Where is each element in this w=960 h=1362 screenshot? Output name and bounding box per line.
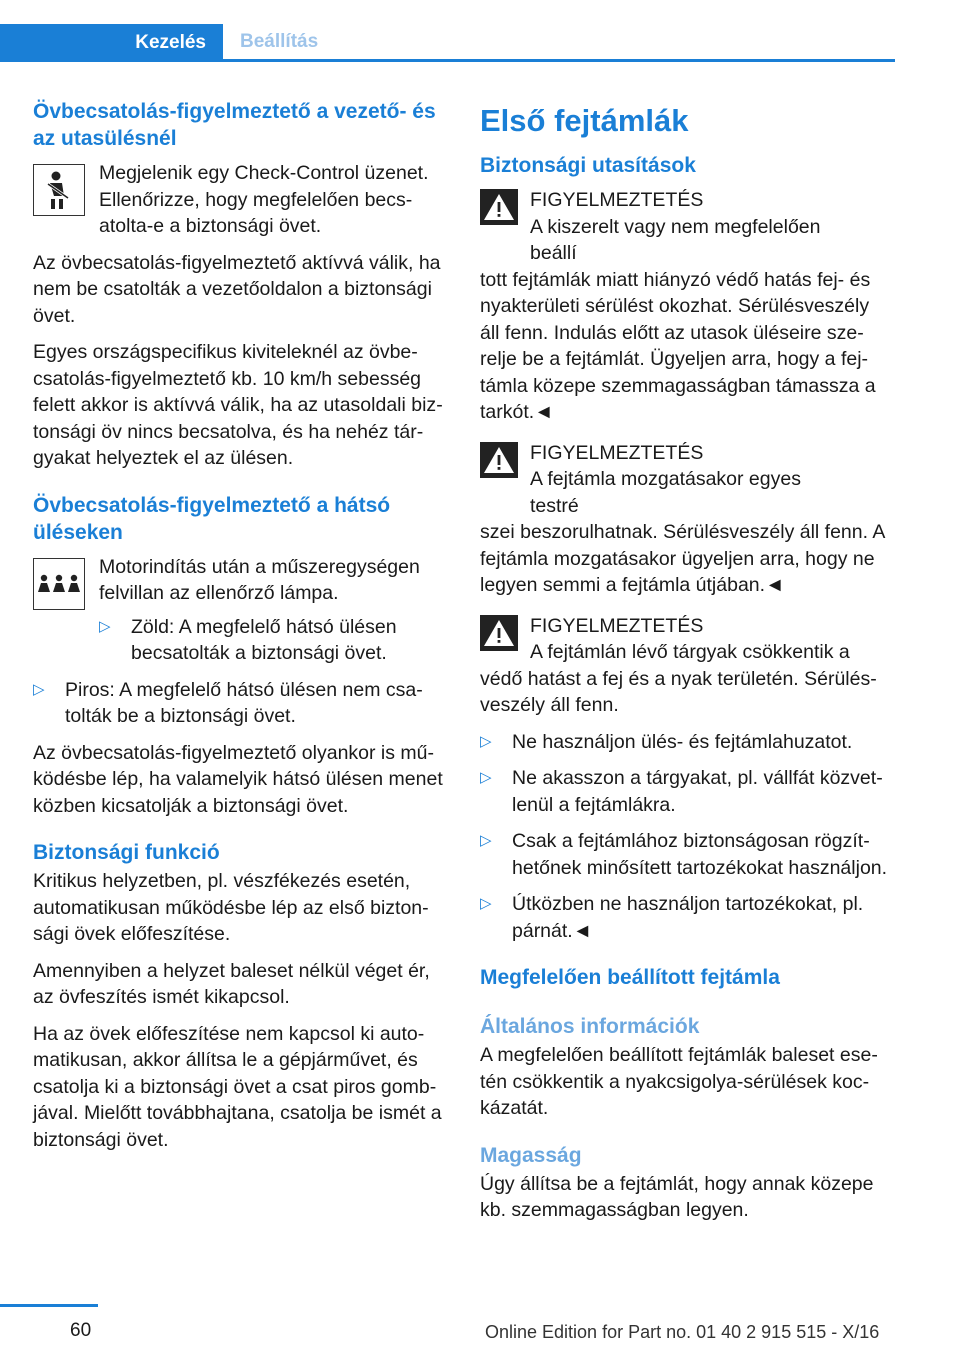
paragraph: Kritikus helyzetben, pl. vészfékezés esetén, automatikusan működésbe lép az első biztonsági övek előfeszítése. — [33, 870, 429, 945]
warning-text: A fejtámlán lévő tárgyak csökkentik a — [530, 641, 850, 663]
heading-correct-headrest: Megfelelően beállított fejtámla — [480, 966, 780, 989]
list-item — [480, 891, 894, 944]
warning-block — [480, 440, 894, 599]
triangle-bullet-icon: ▷ — [480, 732, 492, 750]
heading-rear-seatbelt-reminder: Övbecsatolás-figyelmeztető a hátsó üléseken — [33, 493, 391, 544]
warning-text: védő hatást a fej és a nyak területén. Sérülésveszély áll fenn. — [480, 667, 877, 716]
paragraph: Az övbecsatolás-figyelmeztető olyankor is működésbe lép, ha valamelyik hátsó ülésen menet közben kicsatolják a biztonsági övet. — [33, 741, 443, 817]
paragraph: Egyes országspecifikus kiviteleknél az övbecsatolás-figyelmeztető kb. 10 km/h sebesség felett akkor is aktívvá válik, ha az utasoldali biztonsági öv nincs becsatolva, és ha nehéz tárgyakat helyeztek el az ülésen. — [33, 341, 443, 469]
heading-height: Magasság — [480, 1143, 582, 1167]
page-number: 60 — [70, 1320, 92, 1341]
paragraph: Úgy állítsa be a fejtámlát, hogy annak közepe kb. szemmagasságban legyen. — [480, 1172, 874, 1221]
list-item — [99, 614, 447, 667]
triangle-bullet-icon: ▷ — [480, 895, 492, 912]
list-item-text: Ne akasszon a tárgyakat, pl. vállfát közvetlenül a fejtámlákra. — [512, 767, 883, 816]
footer-edition: Online Edition for Part no. 01 40 2 915 515 - X/16 — [485, 1322, 880, 1342]
paragraph: Amennyiben a helyzet baleset nélkül véget ér, az övfeszítés ismét kikapcsol. — [33, 959, 430, 1008]
header-rule — [0, 59, 895, 62]
tab-beallitas[interactable]: Beállítás — [240, 30, 319, 52]
triangle-bullet-icon: ▷ — [480, 769, 492, 786]
list-item — [480, 729, 894, 756]
list-item-text: Piros: A megfelelő hátsó ülésen nem csatolták be a biztonsági övet. — [65, 678, 423, 727]
warning-triangle-icon — [480, 442, 518, 478]
triangle-bullet-icon: ▷ — [480, 832, 492, 849]
paragraph: Ha az övek előfeszítése nem kapcsol ki automatikusan, akkor állítsa le a gépjárművet, és csatolja ki a biztonsági övet a csat piros gombjával. Mielőtt továbbhajtana, csatolja be ismét a biztonsági övet. — [33, 1022, 442, 1151]
triangle-bullet-icon: ▷ — [99, 617, 111, 635]
list-item-text: Csak a fejtámlához biztonságosan rögzíthetőnek minősített tartozékokat használjon. — [512, 830, 888, 879]
tab-kezeles[interactable]: Kezelés — [0, 24, 223, 62]
heading-front-headrests: Első fejtámlák — [480, 103, 689, 138]
front-reminder-block — [33, 160, 447, 240]
warning-block — [480, 613, 894, 719]
rear-seats-icon — [33, 558, 85, 610]
list-item — [33, 677, 447, 730]
list-item — [480, 828, 894, 881]
list-item-text: Zöld: A megfelelő hátsó ülésen becsatolták a biztonsági övet. — [131, 615, 397, 664]
page-number-rule — [0, 1304, 98, 1307]
paragraph: Az övbecsatolás-figyelmeztető aktívvá válik, ha nem be csatolták a vezetőoldalon a biztonsági övet. — [33, 251, 441, 327]
warning-text: szei beszorulhatnak. Sérülésveszély áll fenn. A fejtámla mozgatásakor ügyeljen arra, hogy ne legyen semmi a fejtámla útjában.◄ — [480, 521, 885, 596]
paragraph: A megfelelően beállított fejtámlák baleset esetén csökkentik a nyakcsigolya-sérülések kockázatát. — [480, 1044, 878, 1119]
warning-triangle-icon — [480, 189, 518, 225]
warning-text: A fejtámla mozgatásakor egyes testré — [530, 468, 801, 517]
rear-reminder-text: Motorindítás után a műszeregységen felvillan az ellenőrző lámpa. — [99, 555, 420, 604]
triangle-bullet-icon: ▷ — [33, 680, 45, 698]
rear-reminder-block — [33, 554, 447, 610]
front-reminder-text: Megjelenik egy Check-Control üzenet. Ellenőrizze, hogy megfelelően becsatolta-e a biztonsági övet. — [99, 162, 429, 237]
warning-block — [480, 187, 894, 426]
warning-text: A kiszerelt vagy nem megfelelően beállí — [530, 215, 821, 264]
header-bar — [0, 24, 895, 62]
warning-triangle-icon — [480, 615, 518, 651]
heading-safety-function: Biztonsági funkció — [33, 841, 220, 864]
list-item-text: Útközben ne használjon tartozékokat, pl. párnát.◄ — [512, 893, 864, 942]
warning-label: FIGYELMEZTETÉS — [530, 614, 704, 637]
right-column — [480, 98, 894, 1234]
left-column — [33, 98, 447, 1163]
warning-text: tott fejtámlák miatt hiányzó védő hatás fej- és nyakterületi sérülést okozhat. Sérülésveszély áll fenn. Indulás előtt az utasok üléseire szerelje be a fejtámlát. Ügyeljen arra, hogy a fejtámla közepe szemmagasságban támassza a tarkót.◄ — [480, 268, 876, 423]
heading-safety-instructions: Biztonsági utasítások — [480, 154, 696, 177]
list-item-text: Ne használjon ülés- és fejtámlahuzatot. — [512, 730, 853, 753]
heading-general-info: Általános információk — [480, 1015, 700, 1038]
heading-front-seatbelt-reminder: Övbecsatolás-figyelmeztető a vezető- és az utasülésnél — [33, 100, 436, 150]
seatbelt-warning-icon — [33, 164, 85, 216]
list-item — [480, 765, 894, 818]
warning-label: FIGYELMEZTETÉS — [530, 189, 704, 211]
warning-label: FIGYELMEZTETÉS — [530, 441, 704, 464]
